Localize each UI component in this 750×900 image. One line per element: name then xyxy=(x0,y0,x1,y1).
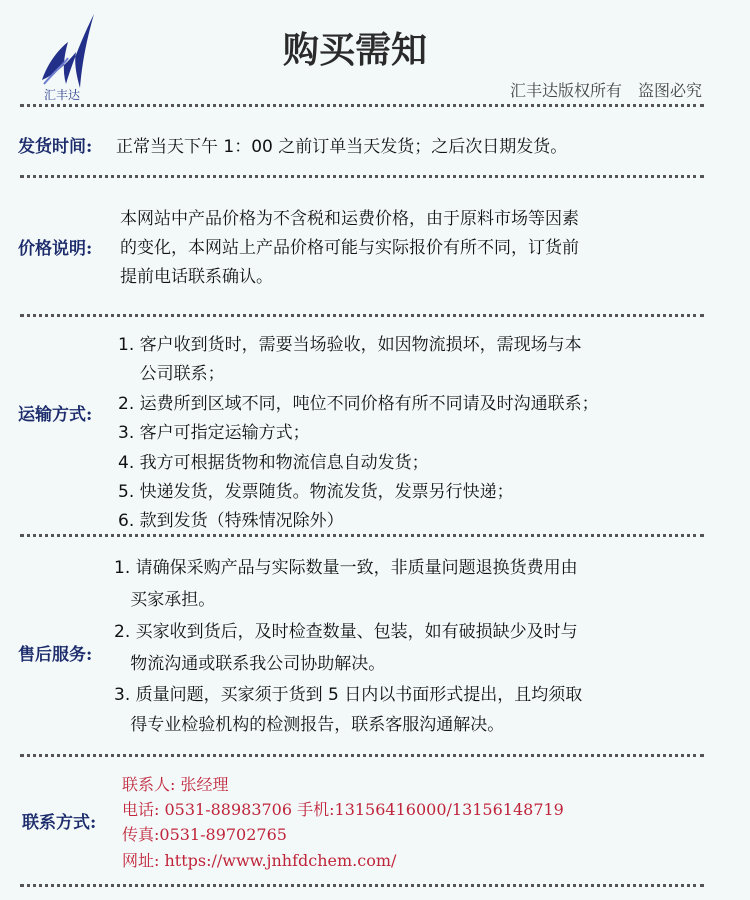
divider xyxy=(20,754,704,757)
divider xyxy=(20,884,704,887)
transport-label: 运输方式: xyxy=(18,405,93,425)
transport-line: 3. 客户可指定运输方式； xyxy=(118,423,310,443)
divider xyxy=(20,314,704,317)
contact-label: 联系方式: xyxy=(22,813,97,833)
contact-phone: 电话: 0531-88983706 手机:13156416000/13156148719 xyxy=(122,800,564,819)
divider xyxy=(20,534,704,537)
transport-line: 1. 客户收到货时，需要当场验收，如因物流损坏，需现场与本 xyxy=(118,335,582,355)
shipping-time-label: 发货时间: xyxy=(18,137,93,157)
price-line: 本网站中产品价格为不含税和运费价格，由于原料市场等因素 xyxy=(120,209,579,229)
after-sales-line: 2. 买家收到货后，及时检查数量、包装，如有破损缺少及时与 xyxy=(114,622,578,642)
divider xyxy=(20,175,704,178)
after-sales-line: 买家承担。 xyxy=(114,590,216,610)
divider xyxy=(20,104,704,107)
after-sales-line: 物流沟通或联系我公司协助解决。 xyxy=(114,654,386,674)
transport-line: 5. 快递发货，发票随货。物流发货，发票另行快递； xyxy=(118,482,514,502)
logo-text: 汇丰达 xyxy=(44,88,81,102)
after-sales-label: 售后服务: xyxy=(18,645,93,665)
price-label: 价格说明: xyxy=(18,239,93,259)
transport-line: 公司联系； xyxy=(118,364,225,384)
transport-line: 4. 我方可根据货物和物流信息自动发货； xyxy=(118,453,429,473)
transport-line: 2. 运费所到区域不同，吨位不同价格有所不同请及时沟通联系； xyxy=(118,394,599,414)
page-title: 购买需知 xyxy=(282,29,427,71)
shipping-time-text: 正常当天下午 1：00 之前订单当天发货；之后次日期发货。 xyxy=(116,137,568,157)
price-line: 提前电话联系确认。 xyxy=(120,267,273,287)
contact-website[interactable]: 网址: https://www.jnhfdchem.com/ xyxy=(122,851,397,870)
copyright-notice: 汇丰达版权所有 盗图必究 xyxy=(509,81,702,100)
contact-fax: 传真:0531-89702765 xyxy=(122,825,287,844)
transport-line: 6. 款到发货（特殊情况除外） xyxy=(118,511,344,531)
after-sales-line: 得专业检验机构的检测报告，联系客服沟通解决。 xyxy=(114,715,505,735)
contact-person: 联系人: 张经理 xyxy=(122,775,229,794)
after-sales-line: 3. 质量问题，买家须于货到 5 日内以书面形式提出，且均须取 xyxy=(114,685,583,705)
after-sales-line: 1. 请确保采购产品与实际数量一致，非质量问题退换货费用由 xyxy=(114,558,578,578)
price-line: 的变化，本网站上产品价格可能与实际报价有所不同，订货前 xyxy=(120,238,579,258)
